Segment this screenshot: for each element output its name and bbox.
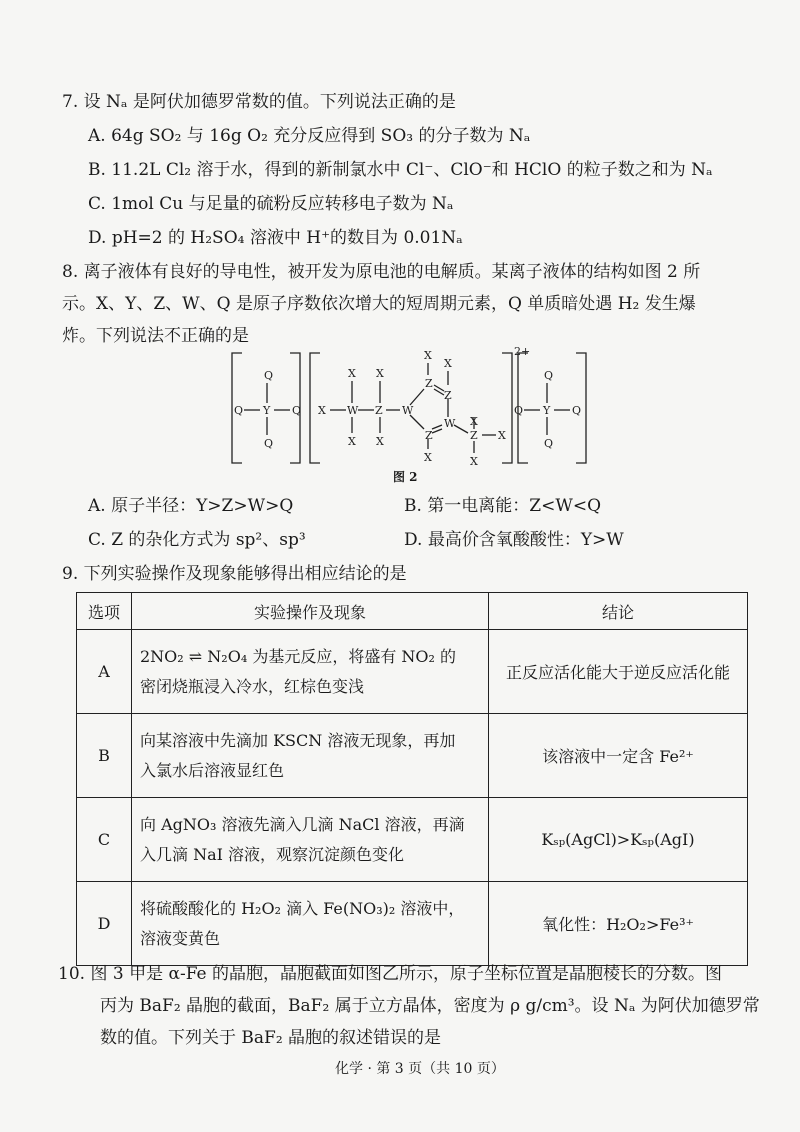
operation-line: 向 AgNO₃ 溶液先滴入几滴 NaCl 溶液，再滴 bbox=[140, 814, 465, 834]
svg-text:X: X bbox=[348, 435, 356, 448]
q8-stem-line3: 炸。下列说法不正确的是 bbox=[62, 326, 249, 346]
header-operation: 实验操作及现象 bbox=[132, 593, 489, 630]
svg-text:Y: Y bbox=[543, 404, 551, 417]
q10-stem-line3: 数的值。下列关于 BaF₂ 晶胞的叙述错误的是 bbox=[100, 1028, 442, 1048]
svg-text:Y: Y bbox=[263, 404, 271, 417]
svg-text:Z: Z bbox=[425, 429, 433, 442]
svg-text:Q: Q bbox=[544, 437, 554, 450]
q7-option-b: B. 11.2L Cl₂ 溶于水，得到的新制氯水中 Cl⁻、ClO⁻和 HClO 的粒子数之和为 Nₐ bbox=[88, 160, 713, 180]
q8-option-c: C. Z 的杂化方式为 sp²、sp³ bbox=[88, 530, 306, 550]
svg-text:W: W bbox=[347, 404, 359, 417]
svg-text:X: X bbox=[498, 429, 506, 442]
svg-text:Q: Q bbox=[264, 369, 274, 382]
ionic-liquid-structure-figure bbox=[220, 345, 600, 475]
svg-text:X: X bbox=[318, 404, 326, 417]
operation-line: 溶液变黄色 bbox=[140, 928, 221, 948]
svg-text:X: X bbox=[376, 367, 384, 380]
row-conclusion: Kₛₚ(AgCl)>Kₛₚ(AgI) bbox=[489, 798, 748, 882]
figure-caption: 图 2 bbox=[393, 470, 418, 484]
operation-line: 将硫酸酸化的 H₂O₂ 滴入 Fe(NO₃)₂ 溶液中， bbox=[140, 898, 465, 918]
svg-text:X: X bbox=[424, 349, 432, 362]
svg-text:Q: Q bbox=[572, 404, 582, 417]
row-option: B bbox=[77, 714, 132, 798]
svg-text:W: W bbox=[444, 417, 456, 430]
q9-stem: 9. 下列实验操作及现象能够得出相应结论的是 bbox=[62, 564, 407, 584]
q8-option-d: D. 最高价含氧酸酸性：Y>W bbox=[404, 530, 624, 550]
operation-line: 2NO₂ ⇌ N₂O₄ 为基元反应，将盛有 NO₂ 的 bbox=[140, 646, 457, 666]
header-conclusion: 结论 bbox=[489, 593, 748, 630]
q7-option-c: C. 1mol Cu 与足量的硫粉反应转移电子数为 Nₐ bbox=[88, 194, 454, 214]
row-option: C bbox=[77, 798, 132, 882]
svg-text:X: X bbox=[348, 367, 356, 380]
row-conclusion: 氧化性：H₂O₂>Fe³⁺ bbox=[489, 882, 748, 966]
q10-stem-line1: 10. 图 3 甲是 α-Fe 的晶胞，晶胞截面如图乙所示，原子坐标位置是晶胞棱长的分数。图 bbox=[58, 964, 723, 984]
svg-text:2+: 2+ bbox=[514, 345, 531, 358]
row-conclusion: 该溶液中一定含 Fe²⁺ bbox=[489, 714, 748, 798]
operation-line: 密闭烧瓶浸入冷水，红棕色变浅 bbox=[140, 676, 365, 696]
operation-line: 向某溶液中先滴加 KSCN 溶液无现象，再加 bbox=[140, 730, 456, 750]
q8-option-a: A. 原子半径：Y>Z>W>Q bbox=[88, 496, 294, 516]
table-row bbox=[77, 798, 748, 882]
svg-text:Q: Q bbox=[264, 437, 274, 450]
q7-stem: 7. 设 Nₐ 是阿伏加德罗常数的值。下列说法正确的是 bbox=[62, 92, 456, 112]
q10-stem-line2: 丙为 BaF₂ 晶胞的截面，BaF₂ 属于立方晶体，密度为 ρ g/cm³。设 Nₐ 为阿伏加德罗常 bbox=[100, 996, 760, 1016]
svg-text:X: X bbox=[424, 451, 432, 464]
row-option: D bbox=[77, 882, 132, 966]
table-row bbox=[77, 882, 748, 966]
svg-text:X: X bbox=[470, 415, 478, 428]
svg-text:Z: Z bbox=[470, 429, 478, 442]
row-operation bbox=[132, 630, 489, 714]
row-operation bbox=[132, 798, 489, 882]
row-operation bbox=[132, 714, 489, 798]
experiment-table bbox=[76, 592, 748, 966]
svg-text:X: X bbox=[444, 357, 452, 370]
svg-text:Z: Z bbox=[375, 404, 383, 417]
svg-text:W: W bbox=[402, 404, 414, 417]
page-footer: 化学 · 第 3 页（共 10 页） bbox=[335, 1061, 505, 1077]
svg-text:Q: Q bbox=[234, 404, 244, 417]
header-option: 选项 bbox=[77, 593, 132, 630]
operation-line: 入氯水后溶液显红色 bbox=[140, 760, 285, 780]
svg-text:Q: Q bbox=[292, 404, 302, 417]
q8-option-b: B. 第一电离能：Z<W<Q bbox=[404, 496, 602, 516]
row-conclusion: 正反应活化能大于逆反应活化能 bbox=[489, 630, 748, 714]
q8-stem-line1: 8. 离子液体有良好的导电性，被开发为原电池的电解质。某离子液体的结构如图 2 所 bbox=[62, 262, 701, 282]
operation-line: 入几滴 NaI 溶液，观察沉淀颜色变化 bbox=[140, 844, 405, 864]
row-operation bbox=[132, 882, 489, 966]
table-row bbox=[77, 714, 748, 798]
svg-text:Q: Q bbox=[544, 369, 554, 382]
table-row bbox=[77, 630, 748, 714]
svg-text:Z: Z bbox=[444, 389, 452, 402]
row-option: A bbox=[77, 630, 132, 714]
svg-text:Z: Z bbox=[425, 377, 433, 390]
table-header-row bbox=[77, 593, 748, 630]
q8-stem-line2: 示。X、Y、Z、W、Q 是原子序数依次增大的短周期元素，Q 单质暗处遇 H₂ 发生爆 bbox=[62, 294, 696, 314]
svg-text:X: X bbox=[376, 435, 384, 448]
q7-option-d: D. pH=2 的 H₂SO₄ 溶液中 H⁺的数目为 0.01Nₐ bbox=[88, 228, 463, 248]
q7-option-a: A. 64g SO₂ 与 16g O₂ 充分反应得到 SO₃ 的分子数为 Nₐ bbox=[88, 126, 531, 146]
svg-text:Q: Q bbox=[514, 404, 524, 417]
svg-text:X: X bbox=[470, 455, 478, 468]
